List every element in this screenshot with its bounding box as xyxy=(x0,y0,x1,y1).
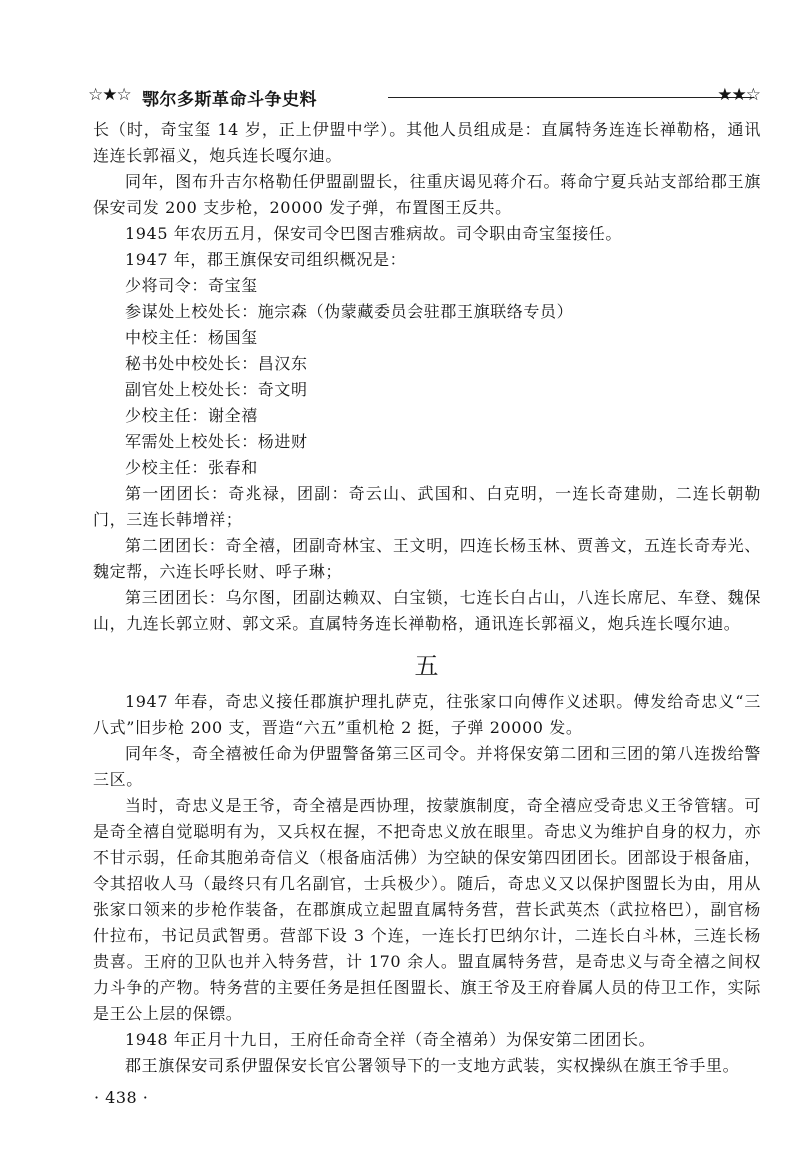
header-rule xyxy=(388,97,754,98)
header-title: 鄂尔多斯革命斗争史料 xyxy=(142,90,317,110)
page-body xyxy=(93,117,761,1079)
roster-entry: 参谋处上校处长：施宗森（伪蒙藏委员会驻郡王旗联络专员） xyxy=(125,302,574,321)
paragraph: 1945 年农历五月，保安司令巴图吉雅病故。司令职由奇宝玺接任。 xyxy=(125,224,623,243)
paragraph: 郡王旗保安司系伊盟保安长官公署领导下的一支地方武装，实权操纵在旗王爷手里。 xyxy=(125,1056,740,1075)
regiment-entry: 第一团团长：奇兆禄，团副：奇云山、武国和、白克明，一连长奇建勋，二连长朝勒门，三连长韩增祥； xyxy=(93,484,761,529)
roster-entry: 军需处上校处长：杨进财 xyxy=(125,432,308,451)
paragraph: 当时，奇忠义是王爷，奇全禧是西协理，按蒙旗制度，奇全禧应受奇忠义王爷管辖。可是奇全禧自觉聪明有为，又兵权在握，不把奇忠义放在眼里。奇忠义为维护自身的权力，亦不甘示弱，任命其胞弟奇信义（根备庙活佛）为空缺的保安第四团团长。团部设于根备庙，令其招收人马（最终只有几名副官，士兵极少）。随后，奇忠义又以保护图盟长为由，用从张家口领来的步枪作装备，在郡旗成立起盟直属特务营，营长武英杰（武拉格巴），副官杨什拉布，书记员武智勇。营部下设 3 个连，一连长打巴纳尔计，二连长白斗林，三连长杨贵喜。王府的卫队也并入特务营，计 170 余人。盟直属特务营，是奇忠义与奇全禧之间权力斗争的产物。特务营的主要任务是担任图盟长、旗王爷及王府眷属人员的侍卫工作，实际是王公上层的保镖。 xyxy=(93,796,761,1023)
roster-entry: 秘书处中校处长：昌汉东 xyxy=(125,354,308,373)
page-number: · 438 · xyxy=(94,1088,149,1107)
roster-entry: 副官处上校处长：奇文明 xyxy=(125,380,308,399)
paragraph-continued: 长（时，奇宝玺 14 岁，正上伊盟中学）。其他人员组成是：直属特务连连长禅勒格，通讯连连长郭福义，炮兵连长嘎尔迪。 xyxy=(93,120,761,165)
header-stars-right: ★★☆ xyxy=(717,85,760,105)
paragraph: 1947 年春，奇忠义接任郡旗护理扎萨克，往张家口向傅作义述职。傅发给奇忠义“三八式”旧步枪 200 支，晋造“六五”重机枪 2 挺，子弹 20000 发。 xyxy=(93,692,761,737)
regiment-entry: 第三团团长：乌尔图，团副达赖双、白宝锁，七连长白占山，八连长席尼、车登、魏保山，九连长郭立财、郭文采。直属特务连长禅勒格，通讯连长郭福义，炮兵连长嘎尔迪。 xyxy=(93,588,761,633)
paragraph: 1947 年，郡王旗保安司组织概况是： xyxy=(125,250,407,269)
roster-entry: 中校主任：杨国玺 xyxy=(125,328,258,347)
paragraph: 同年，图布升吉尔格勒任伊盟副盟长，往重庆谒见蒋介石。蒋命宁夏兵站支部给郡王旗保安司发 200 支步枪，20000 发子弹，布置图王反共。 xyxy=(93,172,761,217)
header-stars-left: ☆★☆ xyxy=(88,85,131,105)
section-heading: 五 xyxy=(414,652,440,680)
roster-entry: 少校主任：谢全禧 xyxy=(125,406,258,425)
paragraph: 同年冬，奇全禧被任命为伊盟警备第三区司令。并将保安第二团和三团的第八连拨给警三区。 xyxy=(93,744,761,789)
paragraph: 1948 年正月十九日，王府任命奇全祥（奇全禧弟）为保安第二团团长。 xyxy=(125,1030,656,1049)
regiment-entry: 第二团团长：奇全禧，团副奇林宝、王文明，四连长杨玉林、贾善文，五连长奇寿光、魏定帮，六连长呼长财、呼子琳； xyxy=(93,536,761,581)
roster-entry: 少将司令：奇宝玺 xyxy=(125,276,258,295)
roster-entry: 少校主任：张春和 xyxy=(125,458,258,477)
running-header xyxy=(88,84,760,112)
